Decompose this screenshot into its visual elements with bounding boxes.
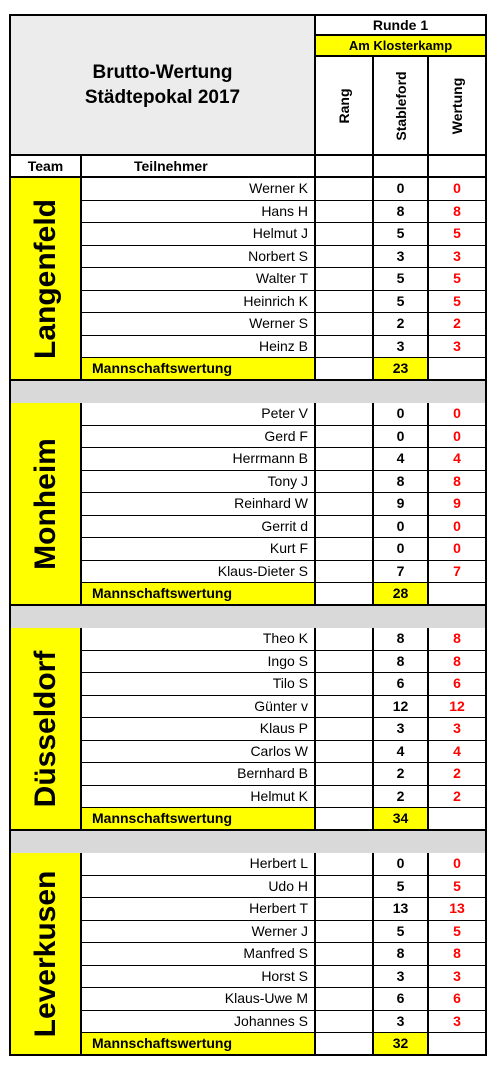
wertung-value: 13 xyxy=(429,898,487,921)
wertung-value: 8 xyxy=(429,943,487,966)
stableford-value: 12 xyxy=(374,696,429,719)
wertung-value: 9 xyxy=(429,493,487,516)
rank-cell xyxy=(316,493,374,516)
player-row xyxy=(82,876,487,899)
rank-cell xyxy=(316,223,374,246)
team-name: Leverkusen xyxy=(28,870,62,1037)
player-row xyxy=(82,966,487,989)
stableford-value: 0 xyxy=(374,538,429,561)
wertung-value: 2 xyxy=(429,786,487,809)
rank-cell xyxy=(316,538,374,561)
team-total-row xyxy=(82,358,487,381)
player-row xyxy=(82,538,487,561)
player-row xyxy=(82,561,487,584)
wertung-value: 3 xyxy=(429,246,487,269)
wertung-value: 0 xyxy=(429,426,487,449)
stableford-value: 8 xyxy=(374,201,429,224)
rank-cell xyxy=(316,718,374,741)
rank-cell xyxy=(316,988,374,1011)
participant-column-header: Teilnehmer xyxy=(82,156,316,178)
team-total-row xyxy=(82,583,487,606)
rank-cell xyxy=(316,943,374,966)
rank-cell xyxy=(316,403,374,426)
player-name: Gerrit d xyxy=(82,516,316,539)
player-row xyxy=(82,741,487,764)
wertung-value: 3 xyxy=(429,336,487,359)
player-row xyxy=(82,628,487,651)
stableford-value: 13 xyxy=(374,898,429,921)
wertung-header-label: Wertung xyxy=(449,77,465,134)
player-name: Johannes S xyxy=(82,1011,316,1034)
team-name-cell xyxy=(9,628,82,831)
team-total-wertung xyxy=(429,1033,487,1056)
stableford-value: 3 xyxy=(374,246,429,269)
rank-cell xyxy=(316,696,374,719)
wertung-value: 0 xyxy=(429,178,487,201)
player-row xyxy=(82,336,487,359)
team-total-label: Mannschaftswertung xyxy=(82,358,316,381)
rank-cell xyxy=(316,516,374,539)
player-name: Reinhard W xyxy=(82,493,316,516)
stableford-value: 5 xyxy=(374,268,429,291)
player-row xyxy=(82,673,487,696)
team-name: Monheim xyxy=(28,437,62,570)
wertung-value: 0 xyxy=(429,538,487,561)
stableford-value: 5 xyxy=(374,291,429,314)
player-name: Udo H xyxy=(82,876,316,899)
team-block xyxy=(9,403,487,606)
player-row xyxy=(82,448,487,471)
rank-cell xyxy=(316,201,374,224)
team-separator xyxy=(9,606,487,628)
stableford-value: 6 xyxy=(374,988,429,1011)
rank-cell xyxy=(316,673,374,696)
team-block xyxy=(9,853,487,1056)
stableford-value: 3 xyxy=(374,718,429,741)
player-row xyxy=(82,1011,487,1034)
stableford-column-blank xyxy=(374,156,429,178)
stableford-value: 3 xyxy=(374,966,429,989)
player-row xyxy=(82,223,487,246)
player-row xyxy=(82,471,487,494)
stableford-value: 0 xyxy=(374,426,429,449)
wertung-value: 0 xyxy=(429,403,487,426)
player-name: Hans H xyxy=(82,201,316,224)
player-row xyxy=(82,201,487,224)
stableford-value: 9 xyxy=(374,493,429,516)
wertung-value: 3 xyxy=(429,718,487,741)
stableford-value: 5 xyxy=(374,223,429,246)
player-name: Heinrich K xyxy=(82,291,316,314)
player-name: Herrmann B xyxy=(82,448,316,471)
team-separator xyxy=(9,381,487,403)
rank-cell xyxy=(316,876,374,899)
wertung-value: 2 xyxy=(429,313,487,336)
stableford-value: 7 xyxy=(374,561,429,584)
round-label: Runde 1 xyxy=(316,14,487,36)
course-name: Am Klosterkamp xyxy=(316,36,487,57)
stableford-value: 0 xyxy=(374,516,429,539)
rank-cell xyxy=(316,268,374,291)
rank-cell xyxy=(316,448,374,471)
team-total-row xyxy=(82,808,487,831)
wertung-value: 0 xyxy=(429,516,487,539)
player-name: Horst S xyxy=(82,966,316,989)
player-name: Tilo S xyxy=(82,673,316,696)
team-column-header: Team xyxy=(9,156,82,178)
team-total-value: 28 xyxy=(374,583,429,606)
rank-cell xyxy=(316,763,374,786)
player-name: Norbert S xyxy=(82,246,316,269)
stableford-value: 0 xyxy=(374,403,429,426)
wertung-value: 8 xyxy=(429,628,487,651)
rank-cell xyxy=(316,246,374,269)
wertung-value: 5 xyxy=(429,876,487,899)
title-box xyxy=(9,14,316,156)
player-name: Bernhard B xyxy=(82,763,316,786)
team-total-value: 34 xyxy=(374,808,429,831)
title-line-2: Städtepokal 2017 xyxy=(84,87,241,108)
team-block xyxy=(9,178,487,381)
stableford-value: 2 xyxy=(374,313,429,336)
wertung-value: 3 xyxy=(429,966,487,989)
team-name-cell xyxy=(9,178,82,381)
stableford-value: 2 xyxy=(374,786,429,809)
stableford-value: 5 xyxy=(374,876,429,899)
team-total-value: 32 xyxy=(374,1033,429,1056)
player-row xyxy=(82,921,487,944)
player-row xyxy=(82,516,487,539)
player-name: Herbert L xyxy=(82,853,316,876)
player-name: Klaus-Dieter S xyxy=(82,561,316,584)
stableford-value: 6 xyxy=(374,673,429,696)
team-total-wertung xyxy=(429,808,487,831)
team-total-rank xyxy=(316,808,374,831)
wertung-value: 3 xyxy=(429,1011,487,1034)
stableford-value: 8 xyxy=(374,651,429,674)
rank-cell xyxy=(316,966,374,989)
wertung-header xyxy=(429,57,487,156)
rang-header-label: Rang xyxy=(336,88,352,123)
rank-cell xyxy=(316,561,374,584)
player-row xyxy=(82,763,487,786)
stableford-value: 0 xyxy=(374,178,429,201)
player-name: Klaus-Uwe M xyxy=(82,988,316,1011)
player-row xyxy=(82,246,487,269)
rank-cell xyxy=(316,1011,374,1034)
wertung-value: 5 xyxy=(429,921,487,944)
team-name-cell xyxy=(9,403,82,606)
team-total-rank xyxy=(316,1033,374,1056)
rang-header xyxy=(316,57,374,156)
rank-cell xyxy=(316,178,374,201)
player-name: Helmut K xyxy=(82,786,316,809)
wertung-value: 4 xyxy=(429,448,487,471)
column-header-row xyxy=(9,156,487,178)
rank-cell xyxy=(316,291,374,314)
player-row xyxy=(82,786,487,809)
player-name: Herbert T xyxy=(82,898,316,921)
wertung-value: 5 xyxy=(429,291,487,314)
player-row xyxy=(82,696,487,719)
stableford-value: 8 xyxy=(374,471,429,494)
team-total-row xyxy=(82,1033,487,1056)
wertung-value: 6 xyxy=(429,988,487,1011)
player-name: Peter V xyxy=(82,403,316,426)
stableford-value: 4 xyxy=(374,448,429,471)
player-name: Gerd F xyxy=(82,426,316,449)
rank-cell xyxy=(316,336,374,359)
player-row xyxy=(82,988,487,1011)
team-total-label: Mannschaftswertung xyxy=(82,1033,316,1056)
stableford-value: 0 xyxy=(374,853,429,876)
player-row xyxy=(82,313,487,336)
team-name: Langenfeld xyxy=(28,198,62,359)
team-separator xyxy=(9,831,487,853)
wertung-value: 6 xyxy=(429,673,487,696)
wertung-value: 5 xyxy=(429,268,487,291)
stableford-value: 8 xyxy=(374,943,429,966)
stableford-header xyxy=(374,57,429,156)
player-row xyxy=(82,178,487,201)
sheet-header xyxy=(9,14,487,156)
wertung-value: 2 xyxy=(429,763,487,786)
team-total-rank xyxy=(316,583,374,606)
rank-cell xyxy=(316,471,374,494)
player-row xyxy=(82,403,487,426)
team-block xyxy=(9,628,487,831)
player-row xyxy=(82,426,487,449)
player-name: Carlos W xyxy=(82,741,316,764)
team-total-value: 23 xyxy=(374,358,429,381)
stableford-header-label: Stableford xyxy=(392,70,409,141)
player-name: Tony J xyxy=(82,471,316,494)
rank-cell xyxy=(316,651,374,674)
player-name: Günter v xyxy=(82,696,316,719)
team-total-wertung xyxy=(429,583,487,606)
wertung-value: 7 xyxy=(429,561,487,584)
wertung-value: 0 xyxy=(429,853,487,876)
wertung-value: 5 xyxy=(429,223,487,246)
player-name: Heinz B xyxy=(82,336,316,359)
wertung-value: 8 xyxy=(429,471,487,494)
rank-cell xyxy=(316,921,374,944)
player-name: Walter T xyxy=(82,268,316,291)
wertung-value: 4 xyxy=(429,741,487,764)
score-sheet xyxy=(9,14,487,1056)
player-row xyxy=(82,651,487,674)
stableford-value: 3 xyxy=(374,1011,429,1034)
title-line-1: Brutto-Wertung xyxy=(92,62,233,83)
stableford-value: 5 xyxy=(374,921,429,944)
wertung-value: 12 xyxy=(429,696,487,719)
player-name: Klaus P xyxy=(82,718,316,741)
team-total-label: Mannschaftswertung xyxy=(82,808,316,831)
wertung-column-blank xyxy=(429,156,487,178)
player-row xyxy=(82,853,487,876)
wertung-value: 8 xyxy=(429,201,487,224)
rank-cell xyxy=(316,741,374,764)
player-name: Werner K xyxy=(82,178,316,201)
stableford-value: 8 xyxy=(374,628,429,651)
player-name: Werner S xyxy=(82,313,316,336)
player-name: Manfred S xyxy=(82,943,316,966)
team-total-label: Mannschaftswertung xyxy=(82,583,316,606)
player-name: Werner J xyxy=(82,921,316,944)
rank-cell xyxy=(316,628,374,651)
player-name: Theo K xyxy=(82,628,316,651)
player-name: Kurt F xyxy=(82,538,316,561)
stableford-value: 2 xyxy=(374,763,429,786)
rang-column-blank xyxy=(316,156,374,178)
player-row xyxy=(82,493,487,516)
team-name-cell xyxy=(9,853,82,1056)
player-name: Ingo S xyxy=(82,651,316,674)
stableford-value: 3 xyxy=(374,336,429,359)
rank-cell xyxy=(316,853,374,876)
rank-cell xyxy=(316,786,374,809)
team-name: Düsseldorf xyxy=(28,650,62,807)
player-row xyxy=(82,898,487,921)
player-row xyxy=(82,291,487,314)
rank-cell xyxy=(316,313,374,336)
player-row xyxy=(82,718,487,741)
team-total-rank xyxy=(316,358,374,381)
stableford-value: 4 xyxy=(374,741,429,764)
team-total-wertung xyxy=(429,358,487,381)
rank-cell xyxy=(316,898,374,921)
player-name: Helmut J xyxy=(82,223,316,246)
player-row xyxy=(82,268,487,291)
teams-container xyxy=(9,178,487,1056)
player-row xyxy=(82,943,487,966)
wertung-value: 8 xyxy=(429,651,487,674)
rank-cell xyxy=(316,426,374,449)
